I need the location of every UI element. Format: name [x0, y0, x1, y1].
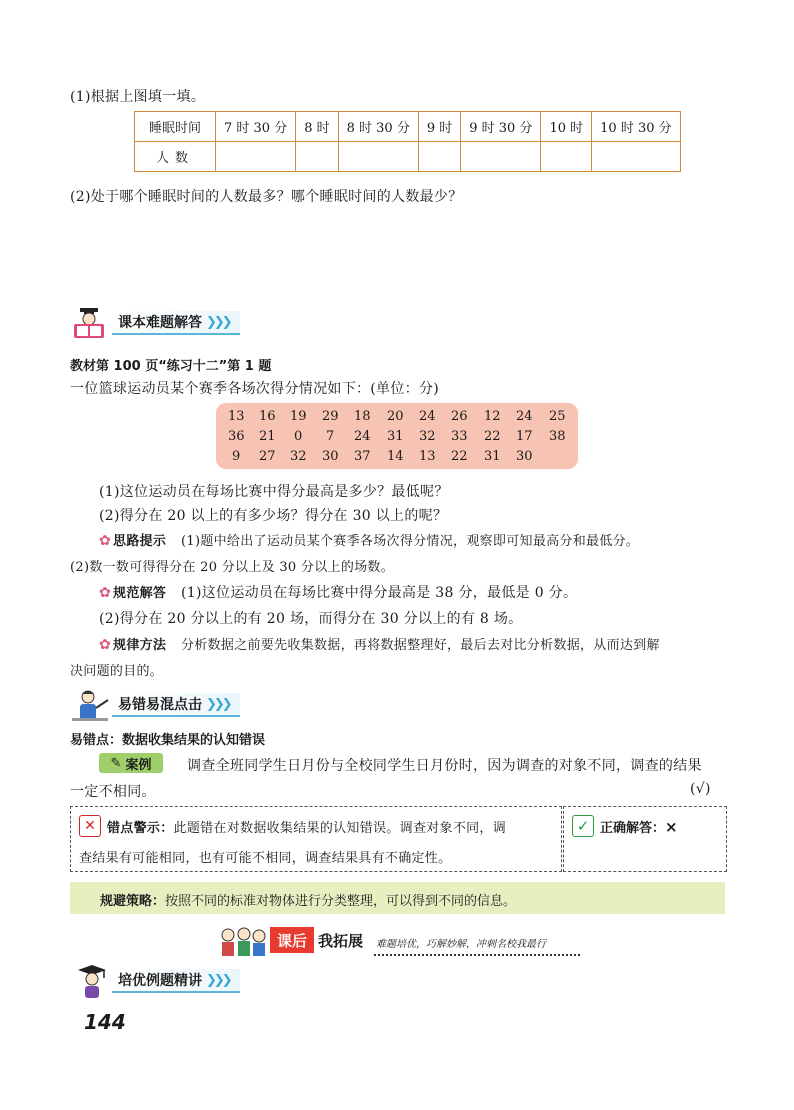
- method-text: 分析数据之前要先收集数据，再将数据整理好，最后去对比分析数据，从而达到解: [181, 638, 660, 653]
- section-title: [112, 693, 240, 717]
- hint-text: (1)题中给出了运动员某个赛季各场次得分情况，观察即可知最高分和最低分。: [181, 534, 640, 549]
- score-value: 0: [294, 429, 303, 444]
- table-cell-empty[interactable]: [541, 142, 592, 172]
- banner-title: 我拓展: [318, 932, 364, 950]
- correct-value: ×: [665, 818, 678, 836]
- error-point: 易错点：数据收集结果的认知错误: [70, 733, 266, 748]
- banner-tag: 课后: [270, 927, 314, 953]
- table-cell-empty[interactable]: [418, 142, 460, 172]
- score-value: 12: [484, 409, 501, 424]
- score-value: 27: [259, 449, 276, 464]
- score-value: 22: [484, 429, 501, 444]
- cross-icon: ✕: [79, 815, 101, 837]
- score-value: 32: [290, 449, 307, 464]
- table-cell-empty[interactable]: [296, 142, 338, 172]
- table-cell: 8 时: [296, 112, 338, 142]
- case-label-text: 案例: [125, 757, 152, 773]
- section-title-text: 课本难题解答: [118, 315, 202, 331]
- section-header-textbook: [68, 306, 240, 340]
- correct-line: [600, 817, 678, 836]
- score-value: 31: [484, 449, 501, 464]
- score-value: 30: [516, 449, 533, 464]
- strategy-line: [100, 890, 516, 909]
- method-label: 规律方法: [113, 638, 167, 653]
- pencil-icon: ✎: [110, 755, 122, 771]
- hint-label: 思路提示: [113, 534, 167, 549]
- section-title-text: 培优例题精讲: [118, 973, 202, 989]
- table-cell: 睡眠时间: [135, 112, 216, 142]
- method-line: [99, 634, 660, 653]
- banner-underline: [374, 952, 580, 956]
- score-value: 19: [290, 409, 307, 424]
- question-2: (2)处于哪个睡眠时间的人数最多？哪个睡眠时间的人数最少？: [70, 189, 463, 205]
- case-text-continued: 一定不相同。: [70, 784, 156, 800]
- section-header-errors: [68, 688, 240, 722]
- correct-answer-box: [563, 806, 727, 872]
- score-value: 38: [549, 429, 566, 444]
- table-cell-empty[interactable]: [338, 142, 418, 172]
- banner-slogan: 难题培优，巧解妙解，冲刺名校我最行: [376, 939, 546, 950]
- score-value: 24: [516, 409, 533, 424]
- score-value: 33: [451, 429, 468, 444]
- flower-icon: ✿: [99, 637, 112, 653]
- warn-text: 此题错在对数据收集结果的认知错误。调查对象不同，调: [173, 821, 507, 836]
- sleep-time-table: [134, 111, 681, 172]
- score-value: 17: [516, 429, 533, 444]
- score-value: 7: [326, 429, 335, 444]
- chevron-right-icon: ❯❯❯: [206, 314, 230, 330]
- graduate-icon: [68, 964, 112, 998]
- table-cell-empty[interactable]: [216, 142, 296, 172]
- chevron-right-icon: ❯❯❯: [206, 972, 230, 988]
- answer-label: 规范解答: [113, 586, 167, 601]
- strategy-strip: [70, 882, 725, 914]
- table-row: [135, 142, 681, 172]
- answer-line: [99, 582, 577, 602]
- after-class-banner: [218, 925, 584, 957]
- score-value: 32: [419, 429, 436, 444]
- sub-question-2: (2)得分在 20 以上的有多少场？得分在 30 以上的呢？: [99, 508, 448, 524]
- score-value: 36: [228, 429, 245, 444]
- score-value: 16: [259, 409, 276, 424]
- method-text-continued: 决问题的目的。: [70, 664, 164, 679]
- score-value: 21: [259, 429, 276, 444]
- score-value: 30: [322, 449, 339, 464]
- table-cell: 9 时 30 分: [461, 112, 541, 142]
- score-value: 13: [228, 409, 245, 424]
- answer-text: (1)这位运动员在每场比赛中得分最高是 38 分，最低是 0 分。: [181, 585, 578, 601]
- case-label: [99, 753, 163, 773]
- warn-line: [107, 817, 506, 836]
- section-header-advanced: [68, 964, 240, 998]
- table-cell: 9 时: [418, 112, 460, 142]
- score-value: 22: [451, 449, 468, 464]
- strategy-text: 按照不同的标准对物体进行分类整理，可以得到不同的信息。: [165, 894, 517, 909]
- warn-text-continued: 查结果有可能相同，也有可能不相同，调查结果具有不确定性。: [79, 851, 452, 866]
- score-value: 26: [451, 409, 468, 424]
- table-header-row: [135, 112, 681, 142]
- table-cell: 8 时 30 分: [338, 112, 418, 142]
- section-title: [112, 969, 240, 993]
- score-value: 24: [354, 429, 371, 444]
- strategy-label: 规避策略：: [100, 894, 166, 909]
- case-mark: (√): [690, 781, 711, 797]
- table-row-label: 人数: [135, 142, 216, 172]
- problem-intro: 一位篮球运动员某个赛季各场次得分情况如下：(单位：分): [70, 381, 440, 397]
- question-1: (1)根据上图填一填。: [70, 89, 206, 105]
- score-value: 9: [232, 449, 241, 464]
- score-value: 24: [419, 409, 436, 424]
- answer-text-2: (2)得分在 20 分以上的有 20 场，而得分在 30 分以上的有 8 场。: [99, 611, 523, 627]
- teacher-pointing-icon: [68, 688, 112, 722]
- case-text: 调查全班同学生日月份与全校同学生日月份时，因为调查的对象不同，调查的结果: [187, 758, 702, 774]
- students-icon: [218, 925, 268, 957]
- section-title-text: 易错易混点击: [118, 697, 202, 713]
- score-value: 31: [387, 429, 404, 444]
- score-value: 37: [354, 449, 371, 464]
- warn-label: 错点警示：: [107, 821, 174, 836]
- score-value: 14: [387, 449, 404, 464]
- textbook-reference: 教材第 100 页“练习十二”第 1 题: [70, 359, 272, 374]
- flower-icon: ✿: [99, 533, 112, 549]
- section-title: [112, 311, 240, 335]
- page-number: 144: [84, 1010, 126, 1034]
- score-value: 13: [419, 449, 436, 464]
- sub-question-1: (1)这位运动员在每场比赛中得分最高是多少？最低呢？: [99, 484, 449, 500]
- table-cell: 7 时 30 分: [216, 112, 296, 142]
- table-cell: 10 时 30 分: [592, 112, 680, 142]
- score-value: 18: [354, 409, 371, 424]
- score-value: 29: [322, 409, 339, 424]
- table-cell: 10 时: [541, 112, 592, 142]
- chevron-right-icon: ❯❯❯: [206, 696, 230, 712]
- error-warning-box: [70, 806, 562, 872]
- table-cell-empty[interactable]: [461, 142, 541, 172]
- correct-label: 正确解答：: [600, 821, 666, 836]
- flower-icon: ✿: [99, 585, 112, 601]
- hint-line: [99, 530, 639, 549]
- table-cell-empty[interactable]: [592, 142, 680, 172]
- score-value: 20: [387, 409, 404, 424]
- hint-text-continued: (2)数一数可得得分在 20 分以上及 30 分以上的场数。: [70, 560, 395, 575]
- score-value: 25: [549, 409, 566, 424]
- student-reading-icon: [68, 306, 112, 340]
- check-icon: ✓: [572, 815, 594, 837]
